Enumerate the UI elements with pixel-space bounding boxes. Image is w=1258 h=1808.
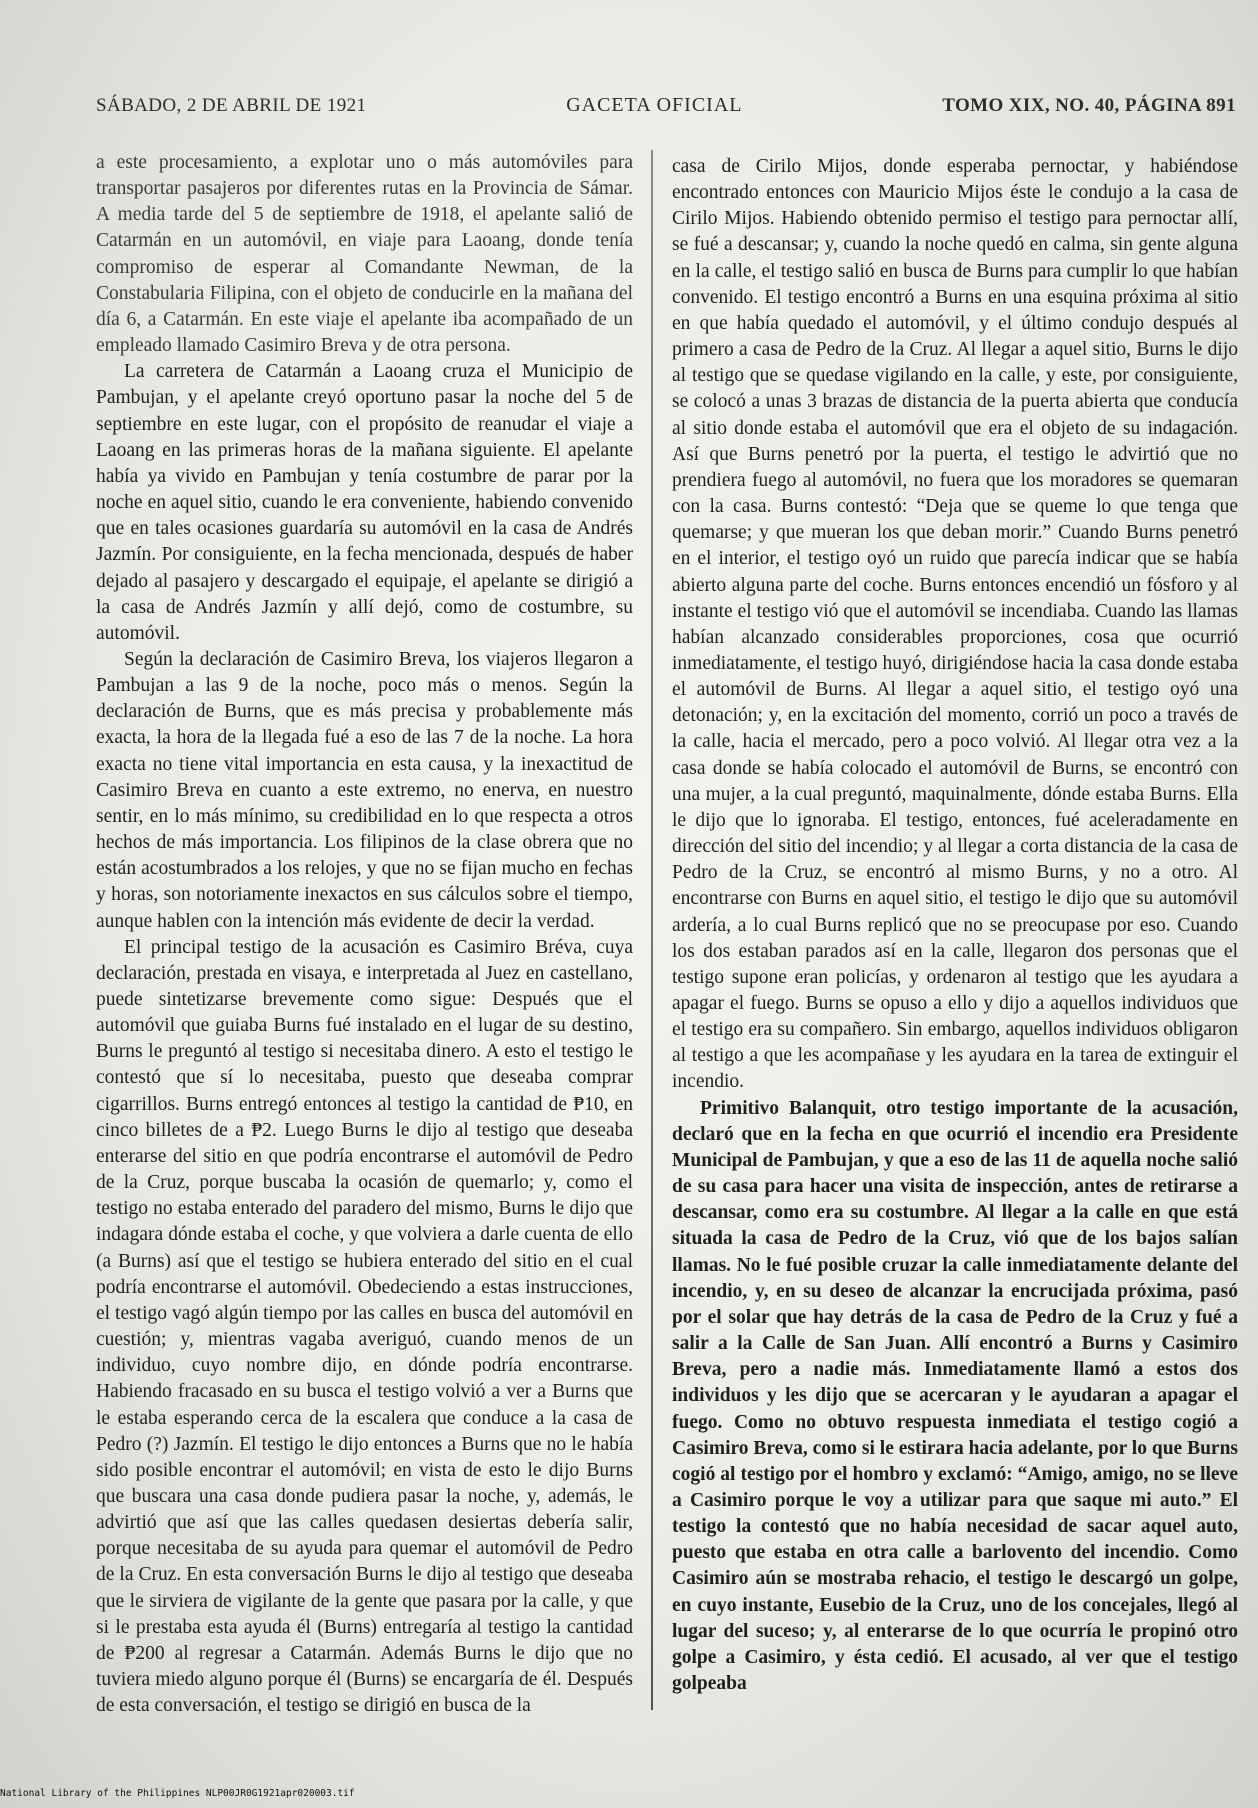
paragraph: Según la declaración de Casimiro Breva, los viajeros llegaron a Pambujan a las 9 de la noche, poco más o menos. Según la declaración de Burns, que es más precisa y probablemente más exacta, la hora de la llegada fué a eso de las 7 de la noche. La hora exacta no tiene vital importancia en esta causa, y la inexactitud de Casimiro Breva en cuanto a este extremo, no enerva, en nuestro sentir, en lo más mínimo, su credibilidad en lo que respecta a otros hechos de más importancia. Los filipinos de la clase obrera que no están acostumbrados a los relojes, y que no se fijan mucho en fechas y horas, son notoriamente inexactos en sus cálculos sobre el tiempo, aunque hablen con la intención más evidente de decir la verdad. xyxy=(96,648,633,932)
column-divider xyxy=(651,150,653,1710)
paragraph: casa de Cirilo Mijos, donde esperaba pernoctar, y habiéndose encontrado entonces con Mauricio Mijos éste le condujo a la casa de Cirilo Mijos. Habiendo obtenido permiso el testigo para pernoctar allí, se fué a descansar; y, cuando la noche quedó en calma, sin gente alguna en la calle, el testigo salió en busca de Burns para cumplir lo que habían convenido. El testigo encontró a Burns en una esquina próxima al sitio en que había quedado el automóvil, y el último condujo después al primero a casa de Pedro de la Cruz. Al llegar a aquel sitio, Burns le dijo al testigo que se quedase vigilando en la calle, y este, por consiguiente, se colocó a unas 3 brazas de distancia de la puerta abierta que conducía al sitio donde estaba el automóvil que era el objeto de su indagación. Así que Burns penetró por la puerta, el testigo le advirtió que no prendiera fuego al automóvil, no fuera que los moradores se quemaran con la casa. Burns contestó: “Deja que se queme lo que tenga que quemarse; y que mueran los que deban morir.” Cuando Burns penetró en el interior, el testigo oyó un ruido que parecía indicar que se había abierto alguna parte del coche. Burns entonces encendió un fósforo y al instante el testigo vió que el automóvil se incendiaba. Cuando las llamas habían alcanzado considerables proporciones, cosa que ocurrió inmediatamente, el testigo huyó, dirigiéndose hacia la casa donde estaba el automóvil de Burns. Al llegar a aquel sitio, el testigo oyó una detonación; y, en la excitación del momento, corrió un poco a través de la calle, hacia el mercado, pero a poco volvió. Al llegar otra vez a la casa donde se había colocado el automóvil de Burns, se encontró con una mujer, a la cual preguntó, maquinalmente, dónde estaba Burns. Ella le dijo que lo ignoraba. El testigo, entonces, fué aceleradamente en dirección del sitio del incendio; y al llegar a corta distancia de la casa de Pedro de la Cruz, se encontró al mismo Burns, y no a otro. Al encontrarse con Burns en aquel sitio, el testigo le dijo que su automóvil ardería, a lo cual Burns replicó que no se preocupase por eso. Cuando los dos estaban parados así en la calle, llegaron dos personas que el testigo supone eran policías, y ordenaron al testigo que les ayudara a apagar el fuego. Burns se opuso a ello y dijo a aquellos individuos que el testigo era su compañero. Sin embargo, aquellos individuos obligaron al testigo a que les acompañase y les ayudara en la tarea de extinguir el incendio. xyxy=(672,156,1238,1093)
page-header xyxy=(96,94,1236,124)
paragraph: Primitivo Balanquit, otro testigo importante de la acusación, declaró que en la fecha en que ocurrió el incendio era Presidente Municipal de Pambujan, y que a eso de las 11 de aquella noche salió de su casa para hacer una visita de inspección, antes de retirarse a descansar, como era su costumbre. Al llegar a la calle en que está situada la casa de Pedro de la Cruz, vió que de los bajos salían llamas. No le fué posible cruzar la calle inmediatamente delante del incendio, y, en su deseo de alcanzar la encrucijada próxima, pasó por el solar que hay detrás de la casa de Pedro de la Cruz y fué a salir a la Calle de San Juan. Allí encontró a Burns y Casimiro Breva, pero a nadie más. Inmediatamente llamó a estos dos individuos y les dijo que se acercaran y le ayudaran a apagar el fuego. Como no obtuvo respuesta inmediata el testigo cogió a Casimiro Breva, como si le estirara hacia adelante, por lo que Burns cogió al testigo por el hombro y exclamó: “Amigo, amigo, no se lleve a Casimiro porque le voy a utilizar para que saque mi auto.” El testigo la contestó que no había necesidad de sacar aquel auto, puesto que estaba en otra calle a barlovento del incendio. Como Casimiro aún se mostraba rehacio, el testigo le descargó un golpe, en cuyo instante, Eusebio de la Cruz, uno de los concejales, llegó al lugar del suceso; y, al enterarse de lo que ocurría le propinó otro golpe a Casimiro, y ésta cedió. El acusado, al ver que el testigo golpeaba xyxy=(672,1097,1239,1695)
paragraph: La carretera de Catarmán a Laoang cruza el Municipio de Pambujan, y el apelante creyó oportuno pasar la noche del 5 de septiembre en este lugar, con el propósito de reanudar el viaje a Laoang en las primeras horas de la mañana siguiente. El apelante había ya vivido en Pambujan y tenía costumbre de parar por la noche en aquel sitio, cuando le era conveniente, habiendo convenido que en tales ocasiones guardaría su automóvil en la casa de Andrés Jazmín. Por consiguiente, en la fecha mencionada, después de haber dejado al pasajero y descargado el equipaje, el apelante se dirigió a la casa de Andrés Jazmín y allí dejó, como de costumbre, su automóvil. xyxy=(96,361,633,644)
paragraph: a este procesamiento, a explotar uno o más automóviles para transportar pasajeros por diferentes rutas en la Provincia de Sámar. A media tarde del 5 de septiembre de 1918, el apelante salió de Catarmán en un automóvil, en viaje para Laoang, donde tenía compromiso de esperar al Comandante Newman, de la Constabularia Filipina, con el objeto de conducirle en la mañana del día 6, a Catarmán. En este viaje el apelante iba acompañado de un empleado llamado Casimiro Breva y de otra persona. xyxy=(96,152,633,357)
paragraph: El principal testigo de la acusación es Casimiro Bréva, cuya declaración, prestada en visaya, e interpretada al Juez en castellano, puede sintetizarse brevemente como sigue: Después que el automóvil que guiaba Burns fué instalado en el lugar de su destino, Burns le preguntó al testigo si necesitaba dinero. A esto el testigo le contestó que sí lo necesitaba, puesto que deseaba comprar cigarrillos. Burns entregó entonces al testigo la cantidad de ₱10, en cinco billetes de a ₱2. Luego Burns le dijo al testigo que deseaba enterarse del sitio en que podría encontrarse el automóvil de Pedro de la Cruz, porque buscaba la ocasión de quemarlo; y, como el testigo no estaba enterado del paradero del mismo, Burns le dijo que indagara dónde estaba el coche, y que volviera a darle cuenta de ello (a Burns) así que el testigo se hubiera enterado del sitio en el cual podría encontrarse el automóvil. Obedeciendo a estas instrucciones, el testigo vagó algún tiempo por las calles en busca del automóvil en cuestión; y, mientras vagaba averiguó, cuando menos de un individuo, cuyo nombre dijo, en dónde podría encontrarse. Habiendo fracasado en su busca el testigo volvió a ver a Burns que le estaba esperando cerca de la escalera que conduce a la casa de Pedro (?) Jazmín. El testigo le dijo entonces a Burns que no le había sido posible encontrar el automóvil; en vista de esto le dijo Burns que buscara una casa donde pudiera pasar la noche, y, además, le advirtió que así que las calles quedasen desiertas debería salir, porque necesitaba de su ayuda para quemar el automóvil de Pedro de la Cruz. En esta conversación Burns le dijo al testigo que deseaba que le sirviera de vigilante de la gente que pasara por la calle, y que si le prestaba esta ayuda él (Burns) entregaría al testigo la cantidad de ₱200 al regresar a Catarmán. Además Burns le dijo que no tuviera miedo alguno porque él (Burns) se encargaría de él. Después de esta conversación, el testigo se dirigió en busca de la xyxy=(96,936,633,1717)
header-volume-page: TOMO XIX, NO. 40, PÁGINA 891 xyxy=(942,95,1236,116)
header-date: SÁBADO, 2 DE ABRIL DE 1921 xyxy=(96,95,367,116)
right-column xyxy=(672,154,1238,1714)
left-column xyxy=(96,150,633,1718)
scan-footer: National Library of the Philippines NLP00JR0G1921apr020003.tif xyxy=(0,1788,355,1799)
header-title: GACETA OFICIAL xyxy=(566,94,743,116)
